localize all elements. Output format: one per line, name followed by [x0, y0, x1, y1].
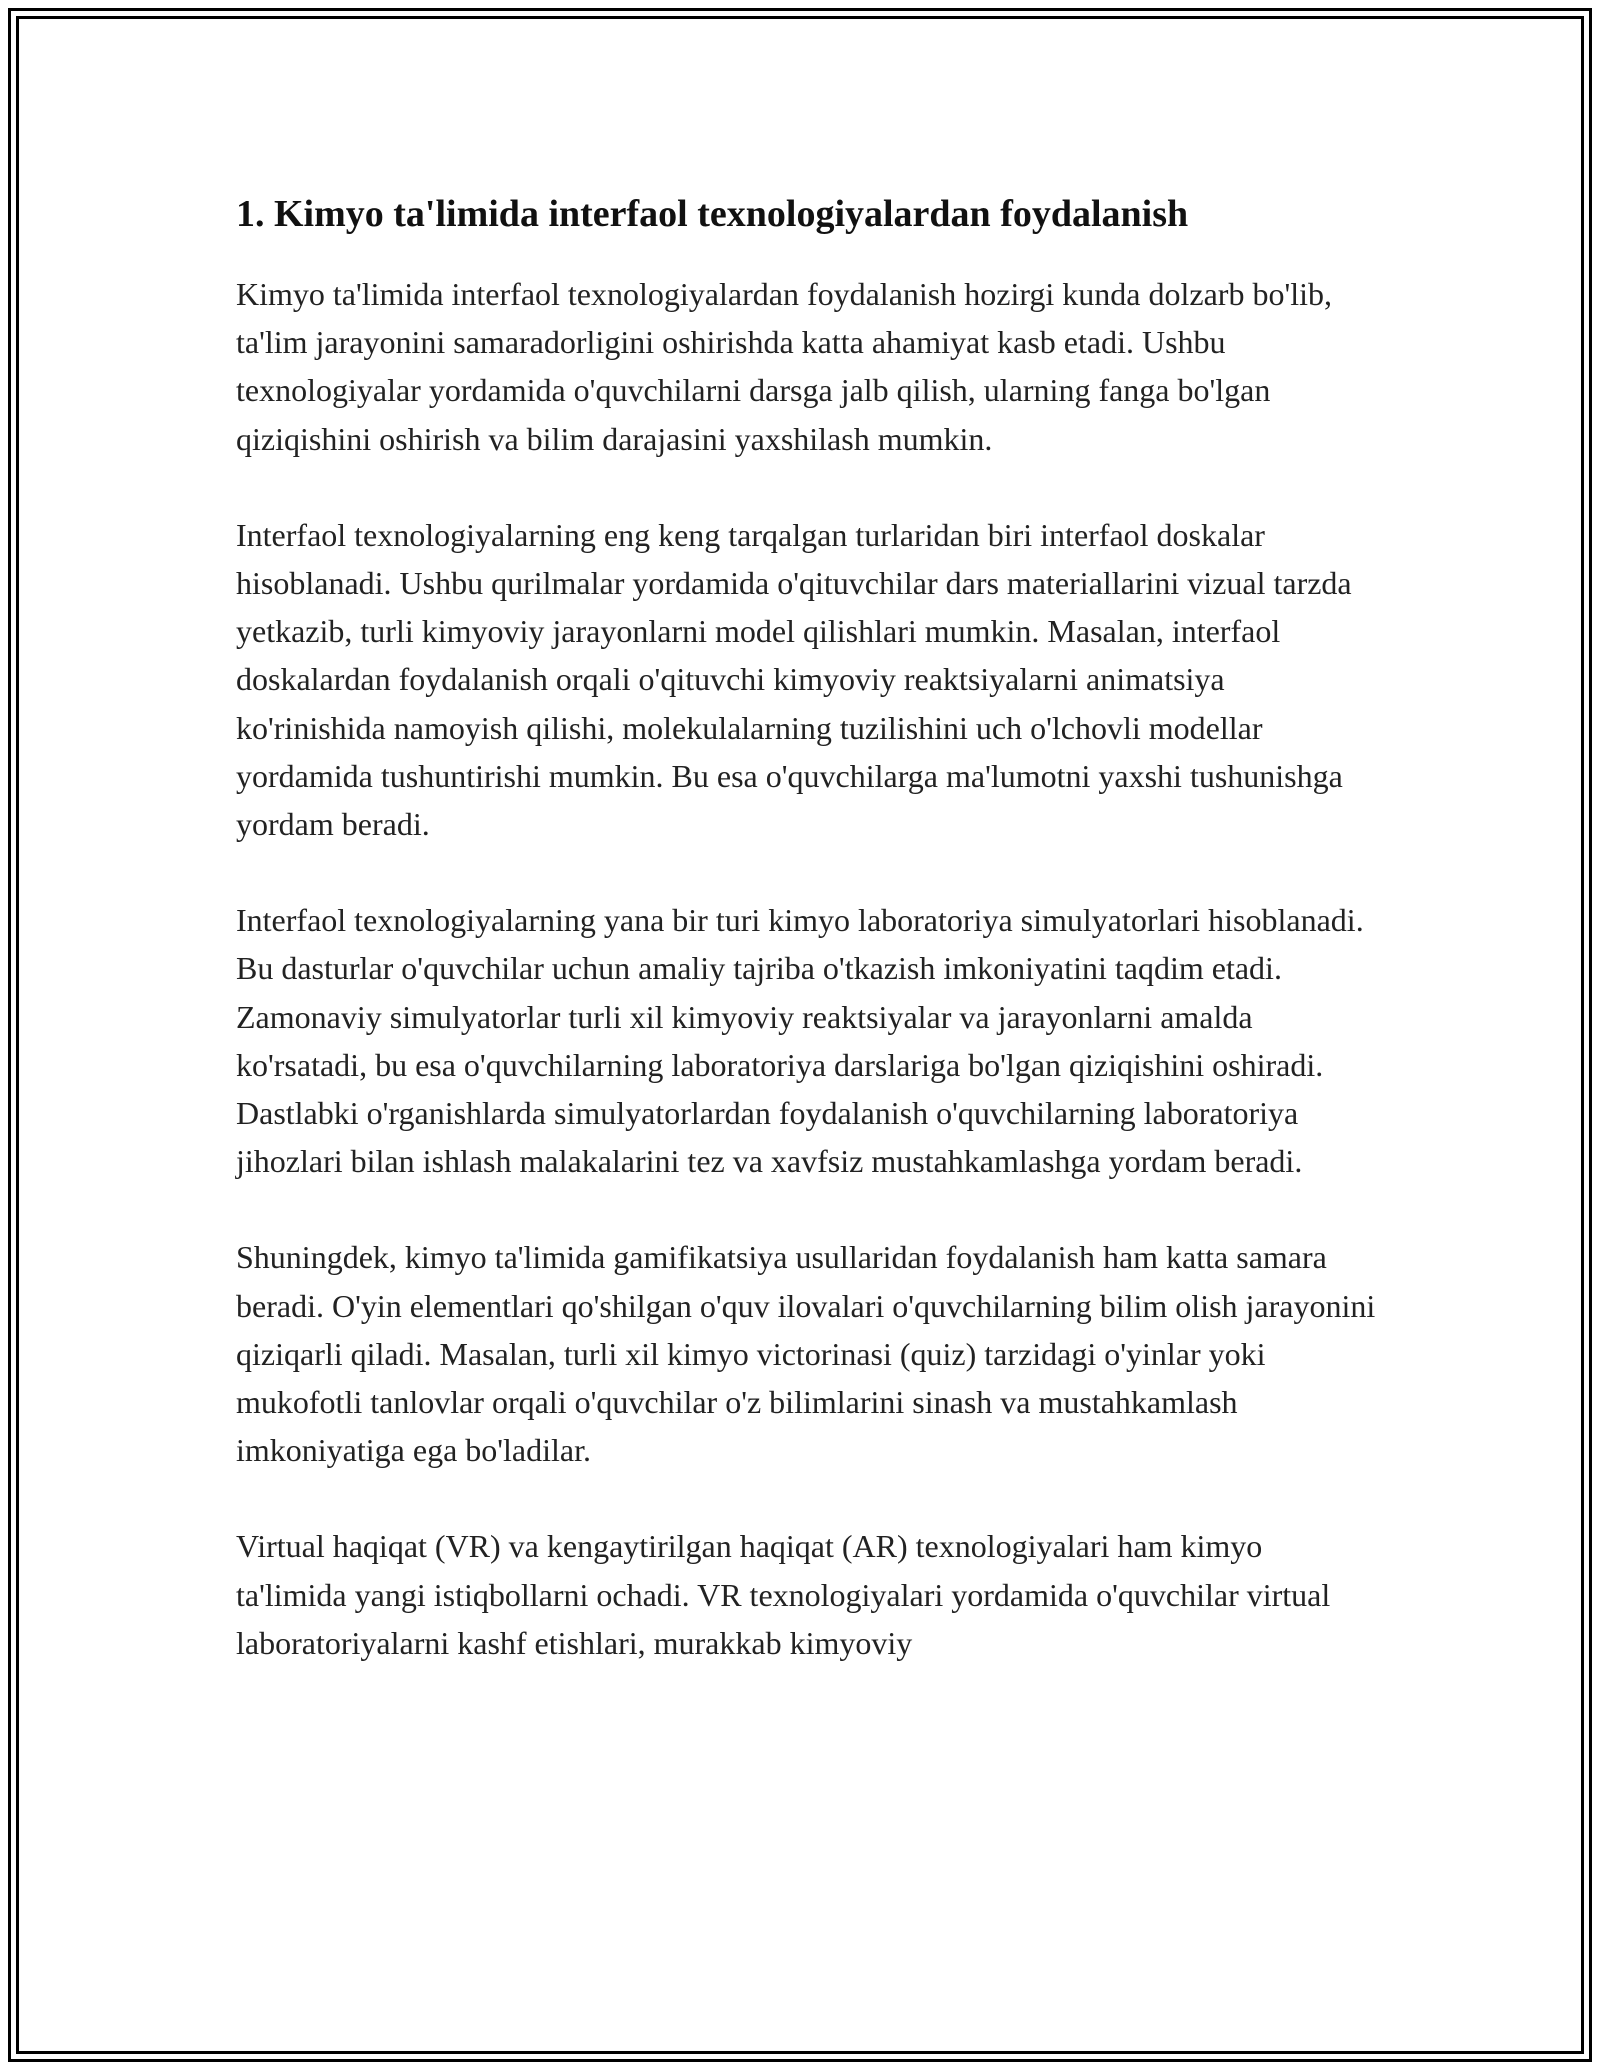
section-heading: 1. Kimyo ta'limida interfaol texnologiyalardan foydalanish [236, 193, 1189, 235]
paragraph-vr-ar: Virtual haqiqat (VR) va kengaytirilgan haqiqat (AR) texnologiyalari ham kimyo ta'limida yangi istiqbollarni ochadi. VR texnologiyalari yordamida o'quvchilar virtual laboratoriyalarni kashf etishlari, murakkab kimyoviy [236, 1528, 1331, 1661]
paragraph-intro: Kimyo ta'limida interfaol texnologiyalardan foydalanish hozirgi kunda dolzarb bo'lib, ta'lim jarayonini samaradorligini oshirishda katta ahamiyat kasb etadi. Ushbu texnologiyalar yordamida o'quvchilarni darsga jalb qilish, ularning fanga bo'lgan qiziqishini oshirish va bilim darajasini yaxshilash mumkin. [236, 276, 1332, 457]
paragraph-gamification: Shuningdek, kimyo ta'limida gamifikatsiya usullaridan foydalanish ham katta samara beradi. O'yin elementlari qo'shilgan o'quv ilovalari o'quvchilarning bilim olish jarayonini qiziqarli qiladi. Masalan, turli xil kimyo victorinasi (quiz) tarzidagi o'yinlar yoki mukofotli tanlovlar orqali o'quvchilar o'z bilimlarini sinash va mustahkamlash imkoniyatiga ega bo'ladilar. [236, 1239, 1376, 1469]
paragraph-interactive-boards: Interfaol texnologiyalarning eng keng tarqalgan turlaridan biri interfaol doskalar hisoblanadi. Ushbu qurilmalar yordamida o'qituvchilar dars materiallarini vizual tarzda yetkazib, turli kimyoviy jarayonlarni model qilishlari mumkin. Masalan, interfaol doskalardan foydalanish orqali o'qituvchi kimyoviy reaktsiyalarni animatsiya ko'rinishida namoyish qilishi, molekulalarning tuzilishini uch o'lchovli modellar yordamida tushuntirishi mumkin. Bu esa o'quvchilarga ma'lumotni yaxshi tushunishga yordam beradi. [236, 516, 1352, 843]
paragraph-lab-simulators: Interfaol texnologiyalarning yana bir turi kimyo laboratoriya simulyatorlari hisoblanadi. Bu dasturlar o'quvchilar uchun amaliy tajriba o'tkazish imkoniyatini taqdim etadi. Zamonaviy simulyatorlar turli xil kimyoviy reaktsiyalar va jarayonlarni amalda ko'rsatadi, bu esa o'quvchilarning laboratoriya darslariga bo'lgan qiziqishini oshiradi. Dastlabki o'rganishlarda simulyatorlardan foydalanish o'quvchilarning laboratoriya jihozlari bilan ishlash malakalarini tez va xavfsiz mustahkamlashga yordam beradi. [236, 902, 1364, 1180]
document-body [236, 186, 1376, 1715]
